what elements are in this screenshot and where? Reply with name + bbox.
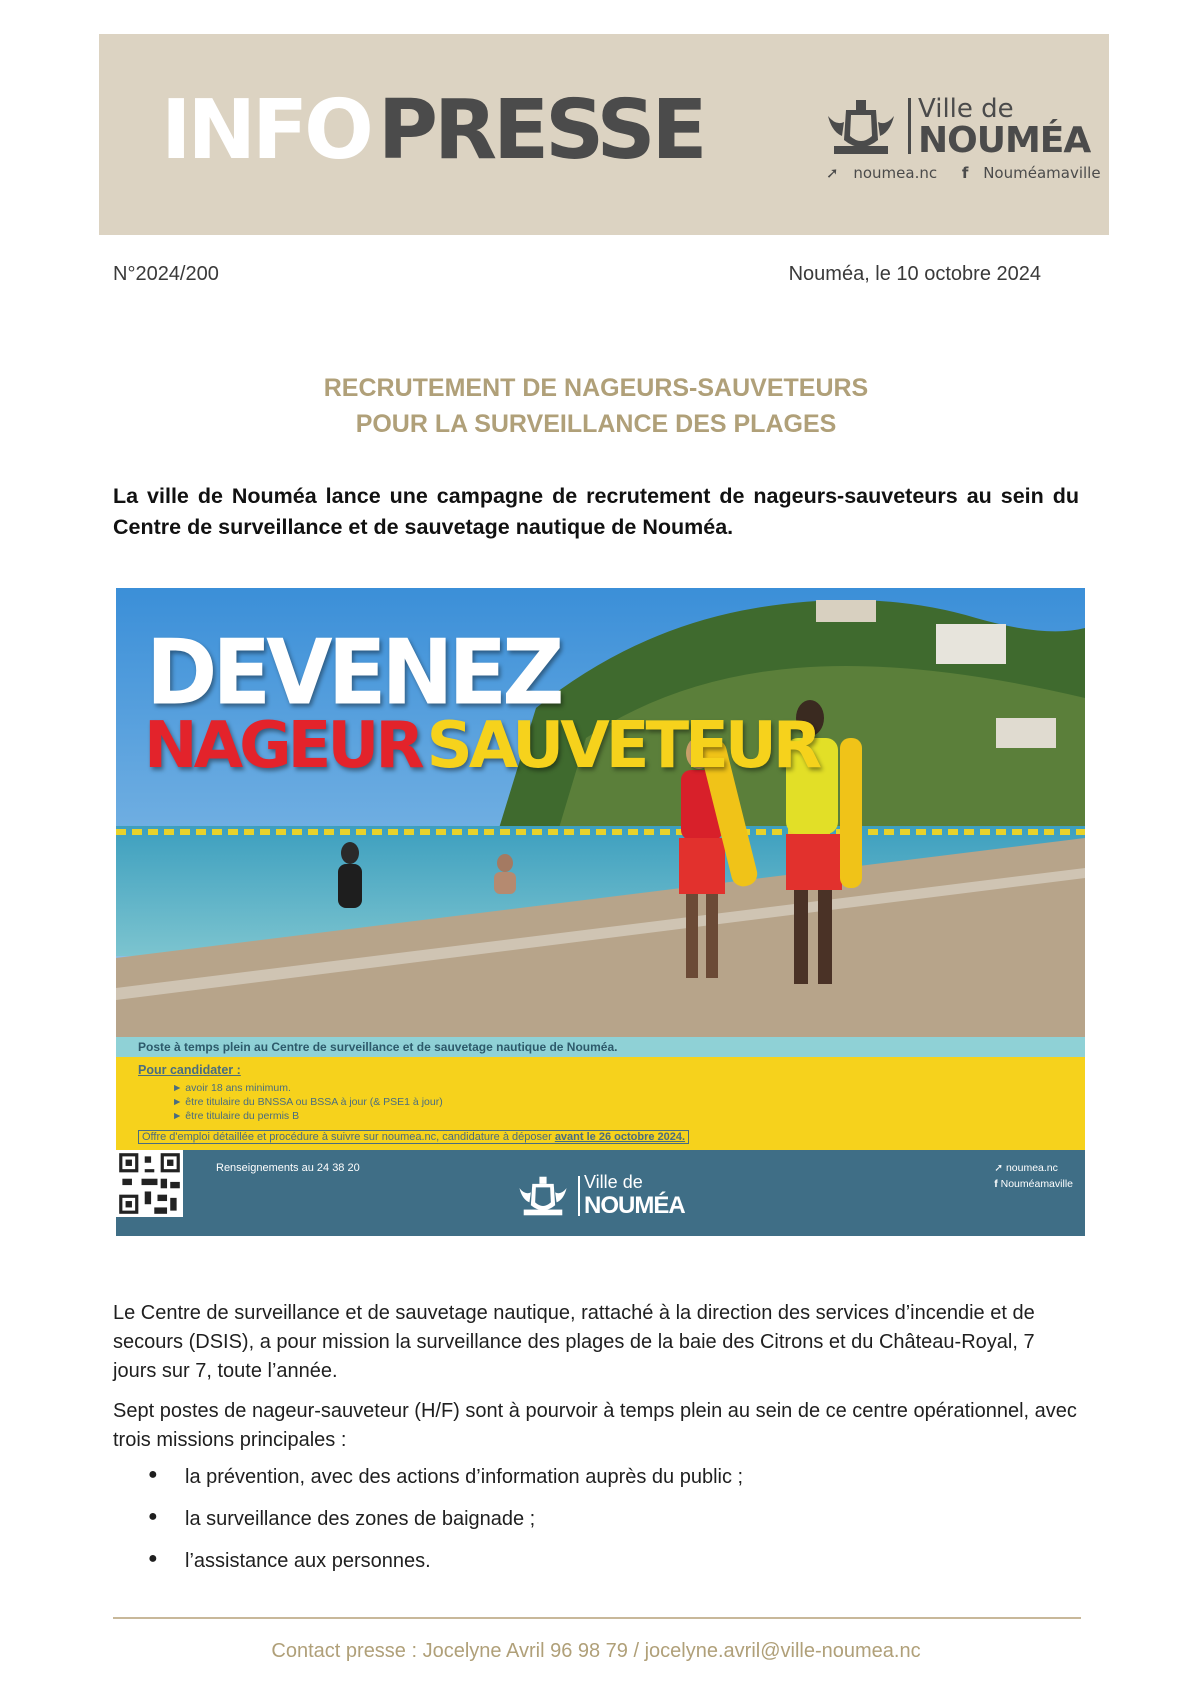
poster-position-band: Poste à temps plein au Centre de surveillance et de sauvetage nautique de Nouméa. [116, 1037, 1085, 1057]
logo-site-link[interactable]: ➚ noumea.nc [826, 164, 938, 182]
logo-separator [908, 98, 911, 154]
requirement-item: ► avoir 18 ans minimum. [172, 1082, 291, 1094]
recruitment-poster [116, 588, 1085, 1236]
city-crest-icon [518, 1172, 568, 1220]
logo-social-links [826, 164, 1121, 182]
poster-city-logo: Ville de NOUMÉA [518, 1172, 698, 1226]
city-crest-icon [826, 96, 896, 158]
paper-plane-icon: ➚ [994, 1162, 1004, 1174]
info-presse-header [99, 34, 1109, 235]
footer-divider [113, 1617, 1081, 1619]
logo-separator [578, 1176, 580, 1216]
poster-info-phone: Renseignements au 24 38 20 [216, 1162, 360, 1174]
ville-noumea-logo: Ville de NOUMÉA ➚ noumea.nc f Nouméamaville [826, 92, 1086, 182]
poster-facebook-link[interactable]: f Nouméamaville [994, 1178, 1073, 1190]
list-item: ● la prévention, avec des actions d’information auprès du public ; [148, 1466, 743, 1508]
poster-site-link[interactable]: ➚ noumea.nc [994, 1162, 1058, 1174]
logo-facebook-link[interactable]: f Nouméamaville [961, 164, 1101, 182]
headline-line-1: RECRUTEMENT DE NAGEURS-SAUVETEURS [323, 374, 869, 402]
paper-plane-icon: ➚ [826, 164, 839, 182]
qr-code-icon[interactable] [116, 1150, 183, 1217]
poster-requirements-list [172, 1081, 443, 1123]
body-paragraph-2: Sept postes de nageur-sauveteur (H/F) sont à pourvoir à temps plein au sein de ce centre opérationnel, avec trois missions principales : [113, 1400, 1077, 1451]
list-item: ● la surveillance des zones de baignade ; [148, 1508, 743, 1550]
facebook-icon: f [994, 1178, 998, 1190]
missions-list [148, 1466, 743, 1592]
requirement-item: ► être titulaire du permis B [172, 1110, 300, 1122]
poster-headline-devenez: DEVENEZ [146, 620, 560, 726]
requirement-item: ► être titulaire du BNSSA ou BSSA à jour (& PSE1 à jour) [172, 1096, 443, 1108]
body-paragraph-1: Le Centre de surveillance et de sauvetage nautique, rattaché à la direction des services d’incendie et de secours (DSIS), a pour mission la surveillance des plages de la baie des Citrons et du Château-Royal, 7 jours sur 7, toute l’année. [113, 1302, 1035, 1382]
poster-footer [116, 1150, 1085, 1236]
poster-social-links [994, 1160, 1073, 1192]
facebook-icon: f [961, 164, 969, 182]
press-release-number: N°2024/200 [113, 263, 219, 285]
poster-offer-note: Offre d'emploi détaillée et procédure à suivre sur noumea.nc, candidature à déposer avant le 26 octobre 2024. [138, 1130, 689, 1144]
lead-paragraph: La ville de Nouméa lance une campagne de recrutement de nageurs-sauveteurs au sein du Centre de surveillance et de sauvetage nautique de Nouméa. [113, 484, 1079, 539]
info-presse-title: INFOPRESSE [161, 83, 704, 178]
poster-requirements: Pour candidater : ► avoir 18 ans minimum. ► être titulaire du BNSSA ou BSSA à jour (& PSE1 à jour) ► être titulaire du permis B Offre d'emploi détaillée et procédure à suivre sur noumea.nc, candidature à déposer avant le 26 octobre 2024. [116, 1057, 1085, 1150]
headline-line-2: POUR LA SURVEILLANCE DES PLAGES [355, 410, 837, 438]
press-contact: Contact presse : Jocelyne Avril 96 98 79 / jocelyne.avril@ville-noumea.nc [271, 1640, 921, 1662]
poster-headline-nageur-sauveteur: NAGEURSAUVETEUR [144, 709, 819, 783]
press-release-date: Nouméa, le 10 octobre 2024 [788, 263, 1041, 285]
swimmer-figure [338, 842, 362, 908]
list-item: ● l’assistance aux personnes. [148, 1550, 743, 1592]
